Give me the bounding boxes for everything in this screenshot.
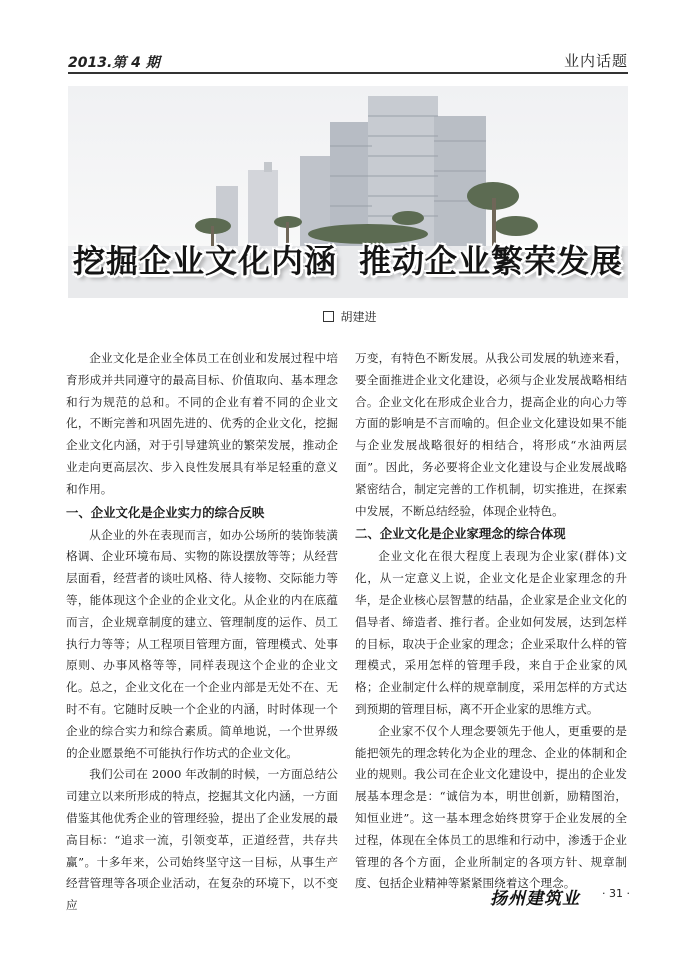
- body-paragraph: 从企业的外在表现而言，如办公场所的装饰装潢格调、企业环境布局、实物的陈设摆放等等；从经营层面看，经营者的谈吐风格、待人接物、交际能力等等，能体现这个企业的企业文化。从企业的内在底蕴而言，企业规章制度的建立、管理制度的运作、员工执行力等等；从工程项目管理方面，管理模式、处事原则、办事风格等等，同样表现这个企业的企业文化。总之，企业文化在一个企业内部是无处不在、无时不有。它随时反映一个企业的内涵，时时体现一个企业的综合实力和综合素质。简单地说，一个世界级的企业愿景绝不可能执行作坊式的企业文化。: [66, 527, 338, 760]
- issue-number: 2013.第 4 期: [68, 55, 160, 71]
- section-heading-1: 一、企业文化是企业实力的综合反映: [66, 504, 265, 520]
- body-paragraph: 企业文化在很大程度上表现为企业家(群体)文化，从一定意义上说，企业文化是企业家理念的升华，是企业核心层智慧的结晶，企业家是企业文化的倡导者、缔造者、推行者。企业如何发展，达到怎样的目标，取决于企业家的理念；企业采取什么样的管理模式，采用怎样的管理手段，来自于企业家的风格；企业制定什么样的规章制度，采用怎样的方式达到预期的管理目标，离不开企业家的思维方式。: [355, 549, 627, 716]
- intro-paragraph: 企业文化是企业全体员工在创业和发展过程中培育形成并共同遵守的最高目标、价值取向、基本理念和行为规范的总和。不同的企业有着不同的企业文化，不断完善和巩固先进的、优秀的企业文化，挖掘企业文化内涵，对于引导建筑业的繁荣发展，推动企业走向更高层次、步入良性发展具有举足轻重的意义和作用。: [66, 351, 338, 496]
- body-paragraph: 万变，有特色不断发展。从我公司发展的轨迹来看，要全面推进企业文化建设，必须与企业发展战略相结合。企业文化在形成企业合力，提高企业的向心力等方面的影响是不言而喻的。但企业文化建设如果不能与企业发展战略很好的相结合，将形成“水油两层面”。因此，务必要将企业文化建设与企业发展战略紧密结合，制定完善的工作机制，切实推进，在探索中发展，不断总结经验，体现企业特色。: [355, 351, 627, 518]
- body-paragraph: 我们公司在 2000 年改制的时候，一方面总结公司建立以来所形成的特点，挖掘其文化内涵，一方面借鉴其他优秀企业的管理经验，提出了企业发展的最高目标：“追求一流，引领变革，正道经营，共存共赢”。十多年来，公司始终坚守这一目标，从事生产经营管理等各项企业活动，在复杂的环境下，以不变应: [66, 767, 338, 913]
- section-name: 业内话题: [563, 52, 628, 70]
- title-part1: 挖掘企业文化内涵: [72, 242, 337, 280]
- article-title: [68, 236, 628, 282]
- right-column: [355, 348, 627, 895]
- body-paragraph: 企业家不仅个人理念要领先于他人，更重要的是能把领先的理念转化为企业的理念、企业的体制和企业的规则。我公司在企业文化建设中，提出的企业发展基本理念是：“诚信为本，明世创新，励精图治，知恒业进”。这一基本理念始终贯穿于企业发展的全过程，体现在全体员工的思维和行动中，渗透于企业管理的各个方面，企业所制定的各项方针、规章制度、包括企业精神等紧紧围绕着这个理念。: [355, 723, 627, 891]
- page-number: · 31 ·: [602, 887, 630, 900]
- magazine-logo: 扬州建筑业: [490, 889, 580, 909]
- author-line: [0, 308, 700, 325]
- title-banner: [68, 86, 628, 298]
- left-column: [66, 348, 338, 917]
- section-heading-2: 二、企业文化是企业家理念的综合体现: [355, 526, 566, 542]
- author-name: 胡建进: [340, 310, 377, 324]
- author-square-icon: [323, 311, 334, 322]
- page-header: [68, 48, 628, 74]
- page-footer: [490, 884, 630, 914]
- title-part2: 推动企业繁荣发展: [359, 242, 624, 280]
